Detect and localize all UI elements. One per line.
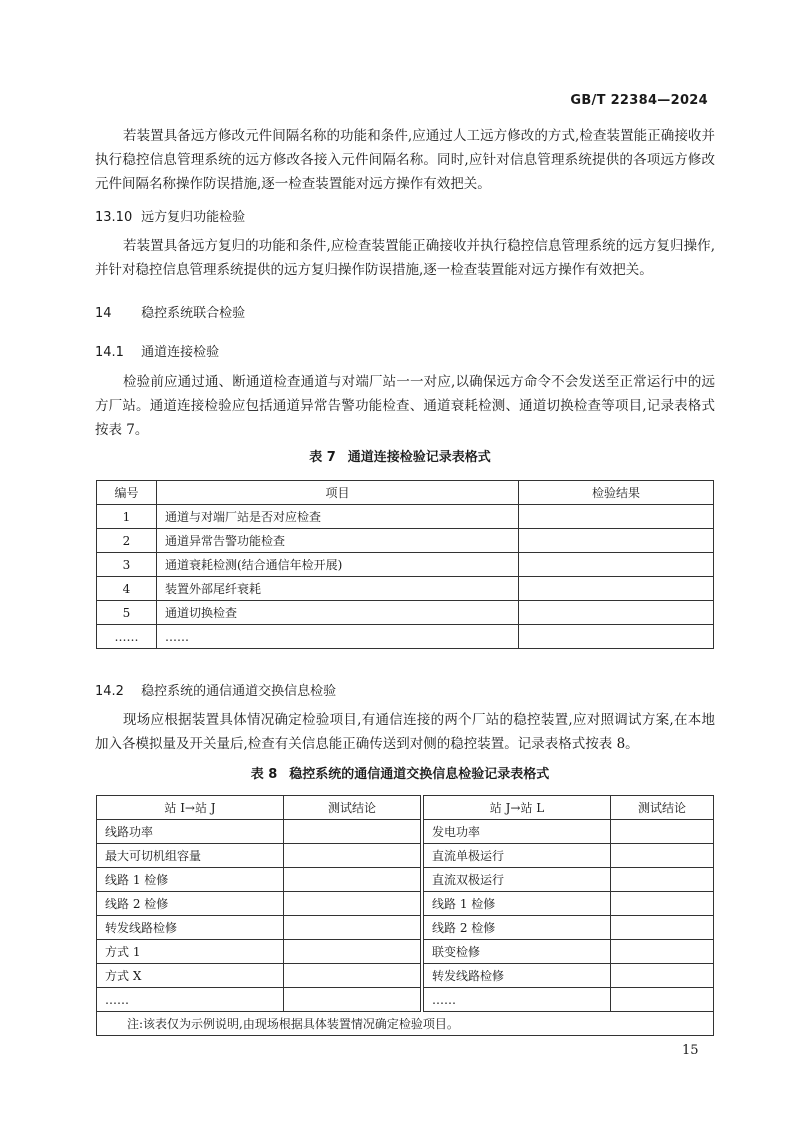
cell-item: …… [157,625,519,649]
cell-item-right: 直流双极运行 [422,868,611,892]
cell-result-left [284,868,423,892]
cell-result-right [611,964,714,988]
cell-result-right [611,988,714,1012]
cell-item-right: …… [422,988,611,1012]
cell-result-left [284,988,423,1012]
section-title: 远方复归功能检验 [141,210,246,225]
table-note: 注:该表仅为示例说明,由现场根据具体装置情况确定检验项目。 [97,1012,714,1036]
header-cell: 测试结论 [611,796,714,820]
table-row [97,577,714,601]
cell-item-left: 最大可切机组容量 [97,844,284,868]
cell-item-left: …… [97,988,284,1012]
cell-item-right: 转发线路检修 [422,964,611,988]
section-title: 稳控系统联合检验 [141,306,246,321]
cell-result-right [611,892,714,916]
table-row [97,964,714,988]
cell-result [519,625,714,649]
section-heading-14 [95,302,245,321]
cell-result-right [611,820,714,844]
table-channel-connection [96,480,714,649]
header-cell: 测试结论 [284,796,423,820]
cell-result-left [284,892,423,916]
table-row [97,820,714,844]
cell-result-left [284,940,423,964]
table-row [97,625,714,649]
cell-result [519,577,714,601]
cell-result [519,505,714,529]
cell-item-left: 方式 X [97,964,284,988]
cell-number: …… [97,625,157,649]
cell-number: 3 [97,553,157,577]
table-info-exchange [96,795,714,1036]
table-7-caption [0,446,800,465]
cell-number: 1 [97,505,157,529]
cell-item: 通道衰耗检测(结合通信年检开展) [157,553,519,577]
table-note-row [97,1012,714,1036]
page-number: 15 [682,1043,699,1058]
section-number: 13.10 [95,210,133,225]
table-row [97,601,714,625]
table-header-row [97,481,714,505]
cell-number: 5 [97,601,157,625]
header-cell: 站 I→站 J [97,796,284,820]
section-title: 稳控系统的通信通道交换信息检验 [141,684,337,699]
cell-result-left [284,844,423,868]
cell-item: 通道切换检查 [157,601,519,625]
cell-number: 2 [97,529,157,553]
cell-item: 通道异常告警功能检查 [157,529,519,553]
section-heading-13-10 [95,206,245,225]
section-number: 14.2 [95,684,124,699]
table-row [97,892,714,916]
section-title: 通道连接检验 [141,345,220,360]
cell-item-left: 转发线路检修 [97,916,284,940]
cell-result-left [284,916,423,940]
table-row [97,844,714,868]
section-number: 14.1 [95,345,124,360]
section-number: 14 [95,306,112,321]
cell-item-right: 直流单极运行 [422,844,611,868]
table-number: 表 8 [250,767,278,782]
cell-item: 装置外部尾纤衰耗 [157,577,519,601]
cell-result [519,529,714,553]
header-cell: 项目 [157,481,519,505]
table-row [97,553,714,577]
cell-number: 4 [97,577,157,601]
cell-result [519,601,714,625]
cell-result-right [611,916,714,940]
cell-result-right [611,940,714,964]
table-title: 通道连接检验记录表格式 [347,450,491,465]
cell-item-left: 线路 2 检修 [97,892,284,916]
paragraph-info-exchange: 现场应根据装置具体情况确定检验项目,有通信连接的两个厂站的稳控装置,应对照调试方案,在本地加入各模拟量及开关量后,检查有关信息能正确传送到对侧的稳控装置。记录表格式按表 8。 [95,712,715,752]
table-row [97,988,714,1012]
table-row [97,529,714,553]
cell-item-right: 联变检修 [422,940,611,964]
table-8-caption [0,763,800,782]
table-row [97,505,714,529]
header-cell: 编号 [97,481,157,505]
cell-result-left [284,964,423,988]
cell-item-left: 线路功率 [97,820,284,844]
table-row [97,940,714,964]
table-title: 稳控系统的通信通道交换信息检验记录表格式 [289,767,550,782]
header-cell: 站 J→站 L [422,796,611,820]
paragraph-channel-check: 检验前应通过通、断通道检查通道与对端厂站一一对应,以确保远方命令不会发送至正常运行中的远方厂站。通道连接检验应包括通道异常告警功能检查、通道衰耗检测、通道切换检查等项目,记录表格式按表 7。 [95,374,715,438]
header-cell: 检验结果 [519,481,714,505]
section-heading-14-2 [95,680,336,699]
cell-item-right: 发电功率 [422,820,611,844]
table-header-row [97,796,714,820]
paragraph-remote-rename: 若装置具备远方修改元件间隔名称的功能和条件,应通过人工远方修改的方式,检查装置能正确接收并执行稳控信息管理系统的远方修改各接入元件间隔名称。同时,应针对信息管理系统提供的各项远方修改元件间隔名称操作防误措施,逐一检查装置能对远方操作有效把关。 [95,128,715,192]
cell-result-right [611,868,714,892]
cell-item-right: 线路 2 检修 [422,916,611,940]
cell-item-left: 线路 1 检修 [97,868,284,892]
cell-result-right [611,844,714,868]
table-row [97,868,714,892]
table-number: 表 7 [309,450,336,465]
cell-item: 通道与对端厂站是否对应检查 [157,505,519,529]
section-heading-14-1 [95,341,219,360]
cell-result-left [284,820,423,844]
cell-result [519,553,714,577]
cell-item-left: 方式 1 [97,940,284,964]
cell-item-right: 线路 1 检修 [422,892,611,916]
standard-code: GB/T 22384—2024 [570,93,708,108]
table-row [97,916,714,940]
paragraph-remote-reset: 若装置具备远方复归的功能和条件,应检查装置能正确接收并执行稳控信息管理系统的远方复归操作,并针对稳控信息管理系统提供的远方复归操作防误措施,逐一检查装置能对远方操作有效把关。 [95,238,715,278]
